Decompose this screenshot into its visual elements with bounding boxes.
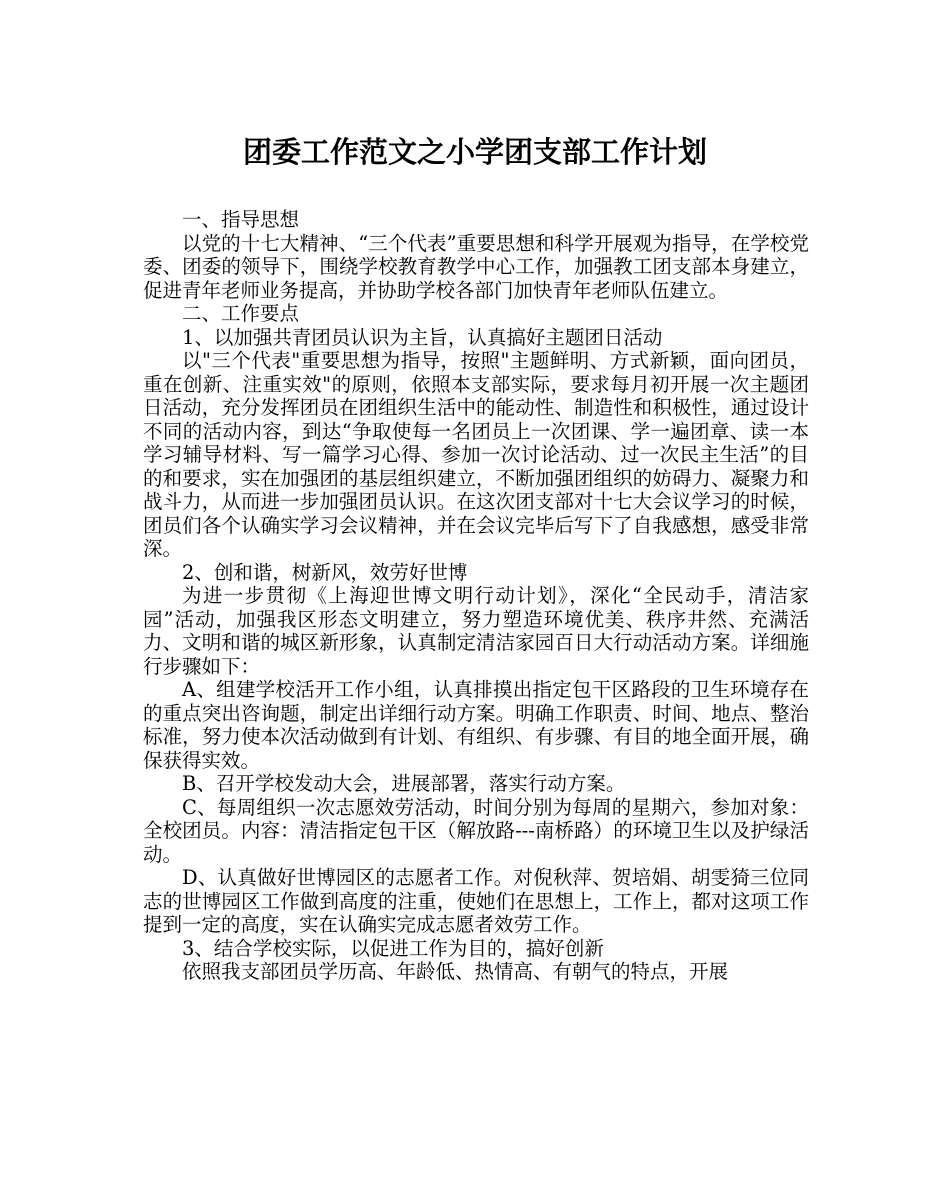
body-paragraph: 依照我支部团员学历高、年龄低、热情高、有朝气的特点，开展 <box>182 960 729 983</box>
document-title: 团委工作范文之小学团支部工作计划 <box>242 135 707 169</box>
body-paragraph: D、认真做好世博园区的志愿者工作。对倪秋萍、贺培娟、胡雯猗三位同志的世博园区工作做到高度的注重，使她们在思想上，工作上，都对这项工作提到一定的高度，实在认确实完成志愿者效劳工作。 <box>143 866 809 936</box>
body-paragraph: B、召开学校发动大会，进展部署，落实行动方案。 <box>182 772 626 795</box>
section-heading: 二、工作要点 <box>182 302 300 325</box>
subsection-heading: 3、结合学校实际，以促进工作为目的，搞好创新 <box>182 936 604 960</box>
body-paragraph: 为进一步贯彻《上海迎世博文明行动计划》，深化“全民动手，清洁家园”活动，加强我区形态文明建立，努力塑造环境优美、秩序井然、充满活力、文明和谐的城区新形象，认真制定清洁家园百日大行动活动方案。详细施行步骤如下： <box>143 584 809 678</box>
subsection-heading: 2、创和谐，树新风，效劳好世博 <box>182 560 468 584</box>
body-paragraph: 以"三个代表"重要思想为指导，按照"主题鲜明、方式新颖，面向团员，重在创新、注重实效"的原则，依照本支部实际，要求每月初开展一次主题团日活动，充分发挥团员在团组织生活中的能动性、制造性和积极性，通过设计不同的活动内容，到达“争取使每一名团员上一次团课、学一遍团章、读一本学习辅导材料、写一篇学习心得、参加一次讨论活动、过一次民主生活”的目的和要求，实在加强团的基层组织建立，不断加强团组织的妨碍力、凝聚力和战斗力，从而进一步加强团员认识。在这次团支部对十七大会议学习的时候，团员们各个认确实学习会议精神，并在会议完毕后写下了自我感想，感受非常深。 <box>143 349 809 560</box>
subsection-heading: 1、以加强共青团员认识为主旨，认真搞好主题团日活动 <box>182 325 663 349</box>
section-heading: 一、指导思想 <box>182 208 300 231</box>
body-paragraph: C、每周组织一次志愿效劳活动，时间分别为每周的星期六，参加对象：全校团员。内容：清洁指定包干区（解放路---南桥路）的环境卫生以及护绿活动。 <box>143 795 809 866</box>
body-paragraph: A、组建学校活开工作小组，认真排摸出指定包干区路段的卫生环境存在的重点突出咨询题，制定出详细行动方案。明确工作职责、时间、地点、整治标准，努力使本次活动做到有计划、有组织、有步骤、有目的地全面开展，确保获得实效。 <box>143 678 809 772</box>
body-paragraph: 以党的十七大精神、“三个代表”重要思想和科学开展观为指导，在学校党委、团委的领导下，围绕学校教育教学中心工作，加强教工团支部本身建立，促进青年老师业务提高，并协助学校各部门加快青年老师队伍建立。 <box>143 231 809 302</box>
document-body <box>143 208 809 984</box>
